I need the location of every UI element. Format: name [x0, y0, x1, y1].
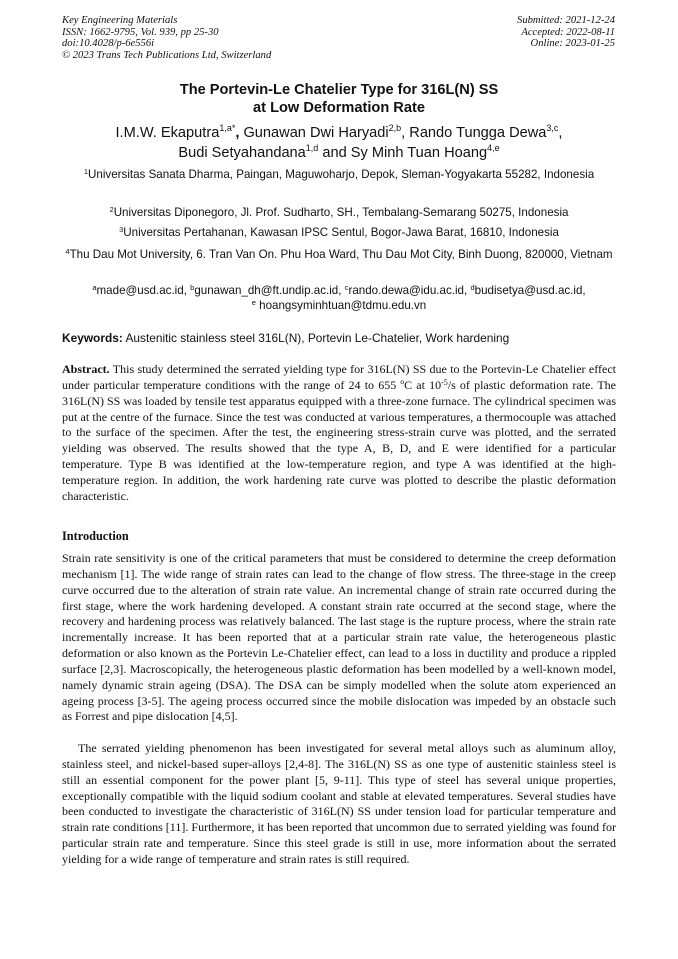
- abstract-text-1: This study determined the serrated yielding type for 316L(N) SS due to the Portevin-Le Chatelier effect under particular temperature conditions with the range of 24 to 655 ºC at 10: [62, 362, 616, 392]
- publication-dates: [517, 15, 615, 50]
- author-affiliation-mark: 4,e: [487, 143, 500, 153]
- abstract: [62, 362, 616, 505]
- author-affiliation-mark: 1,a*: [219, 123, 236, 133]
- author-name: Sy Minh Tuan Hoang: [350, 145, 488, 161]
- introduction-paragraph-1: Strain rate sensitivity is one of the critical parameters that must be considered to determine the creep deformation mechanism [1]. The wide range of strain rates can lead to the change of flow stress. The three-stage in the creep curve occurred due to the alteration of strain rate value. An incremental change of strain rate occurred during the first stage, where the work hardening developed. A constant strain rate occurred at the second stage, where the recovery and hardening process was relatively balanced. The last stage is the rupture process, where the strain rate incrementally increase. It has been reported that at a particular strain rate value, the heterogeneous plastic deformation or also known as the Portevin Le-Chatelier effect, can lead to a loss in ductility and produce a rippled surface [2,3]. Macroscopically, the heterogeneous plastic deformation has been modelled by a well-known model, namely dynamic strain ageing (DSA). The DSA can be simply modelled when the solute atom experienced an ageing process [3-5]. The ageing process occurred since the mobile dislocation was impeded by an obstacle such as Forrest and pipe dislocation [4,5].: [62, 551, 616, 724]
- submitted-date: Submitted: 2021-12-24: [517, 15, 615, 26]
- affiliation-number: 1: [83, 167, 89, 176]
- online-date: Online: 2023-01-25: [530, 38, 615, 49]
- author-name: Rando Tungga Dewa: [409, 125, 547, 141]
- doi[interactable]: doi:10.4028/p-6e556i: [62, 38, 155, 49]
- author-name: Budi Setyahandana: [178, 145, 306, 161]
- email-b[interactable]: gunawan_dh@ft.undip.ac.id,: [194, 284, 342, 297]
- publication-info: [62, 15, 271, 61]
- affiliation-text: Universitas Diponegoro, Jl. Prof. Sudharto, SH., Tembalang-Semarang 50275, Indonesia: [113, 206, 569, 219]
- affiliation-2: [62, 205, 616, 220]
- author-affiliation-mark: 3,c: [546, 123, 559, 133]
- affiliation-number: 3: [119, 225, 124, 234]
- accepted-date: Accepted: 2022-08-11: [521, 26, 615, 38]
- author-list: I.M.W. Ekaputra$^{1,a*}$, Gunawan Dwi Haryadi$^{2,b}$, Rando Tungga Dewa$^{3,c}$, Budi Setyahandana$^{1,d}$ and Sy Minh Tuan Hoang$^{4,e}$: [115, 123, 563, 161]
- author-name: Gunawan Dwi Haryadi: [243, 125, 389, 141]
- keywords-text: Austenitic stainless steel 316L(N), Portevin Le-Chatelier, Work hardening: [125, 331, 510, 345]
- affiliation-4: [62, 247, 616, 262]
- affiliation-text: Thu Dau Mot University, 6. Tran Van On. Phu Hoa Ward, Thu Dau Mot City, Binh Duong, 820000, Vietnam: [69, 248, 613, 261]
- email-list: $^a$made@usd.ac.id, $^b$gunawan_dh@ft.undip.ac.id, $^c$rando.dewa@idu.ac.id, $^d$budisetya@usd.ac.id, $^e$ hoangsyminhtuan@tdmu.edu.vn: [92, 283, 586, 312]
- affiliation-text: Universitas Sanata Dharma, Paingan, Maguwoharjo, Depok, Sleman-Yogyakarta 55282, Indonesia: [88, 168, 595, 181]
- abstract-text-2: /s of plastic deformation rate. The 316L(N) SS was loaded by tensile test apparatus equipped with a three-zone furnace. The cylindrical specimen was put at the centre of the furnace. Since the test was conducted at various temperatures, a thermocouple was attached to the surface of the specimen. After the test, the engineering stress-strain curve was plotted, and the serrated yielding was observed. The results showed that the type A, B, D, and E were identified for a particular temperature. Type B was identified at the low-temperature region, and type A was identified at the high-temperature region. In addition, the work hardening rate curve was plotted to describe the plastic deformation characteristic.: [62, 377, 616, 503]
- author-name: I.M.W. Ekaputra: [115, 125, 220, 141]
- author-affiliation-mark: 1,d: [305, 143, 319, 153]
- author-conjunction: and: [322, 145, 347, 161]
- abstract-label: Abstract.: [62, 362, 110, 376]
- introduction-heading: Introduction: [62, 529, 129, 543]
- affiliation-text: Universitas Pertahanan, Kawasan IPSC Sentul, Bogor-Jawa Barat, 16810, Indonesia: [123, 226, 559, 239]
- email-a[interactable]: made@usd.ac.id,: [96, 284, 187, 297]
- keywords-label: Keywords:: [62, 331, 123, 345]
- email-c[interactable]: rando.dewa@idu.ac.id,: [348, 284, 468, 297]
- email-d[interactable]: budisetya@usd.ac.id,: [474, 284, 586, 297]
- affiliation-3: [62, 225, 616, 240]
- issn-volume: ISSN: 1662-9795, Vol. 939, pp 25-30: [62, 26, 219, 38]
- copyright: © 2023 Trans Tech Publications Ltd, Switzerland: [62, 49, 272, 61]
- email-e[interactable]: hoangsyminhtuan@tdmu.edu.vn: [259, 299, 427, 312]
- journal-name: Key Engineering Materials: [62, 15, 178, 26]
- title-line-2: at Low Deformation Rate: [253, 100, 425, 116]
- affiliation-1: [62, 167, 616, 182]
- title-line-1: The Portevin-Le Chatelier Type for 316L(N) SS: [179, 82, 499, 98]
- paper-title: [0, 81, 678, 117]
- introduction-paragraph-2: The serrated yielding phenomenon has been investigated for several metal alloys such as aluminum alloy, stainless steel, and nickel-based super-alloys [2,4-8]. The 316L(N) SS as one type of austenitic stainless steel is still an essential component for the power plant [5, 9-11]. This type of steel has several unique properties, exceptionally compatible with the liquid sodium coolant and stable at elevated temperatures. Several studies have been conducted to investigate the characteristic of 316L(N) SS under tension load for particular temperature and strain rate conditions [11]. Furthermore, it has been reported that uncommon due to serrated yielding was found for particular strain rate and temperature. Since this steel grade is still in use, more information about the serrated yielding for a wide range of temperature and strain rates is still required.: [62, 741, 616, 866]
- affiliation-number: 4: [65, 247, 70, 256]
- affiliation-number: 2: [109, 205, 114, 214]
- keywords: [62, 331, 622, 346]
- author-affiliation-mark: 2,b: [388, 123, 402, 133]
- abstract-exponent: -5: [441, 377, 448, 387]
